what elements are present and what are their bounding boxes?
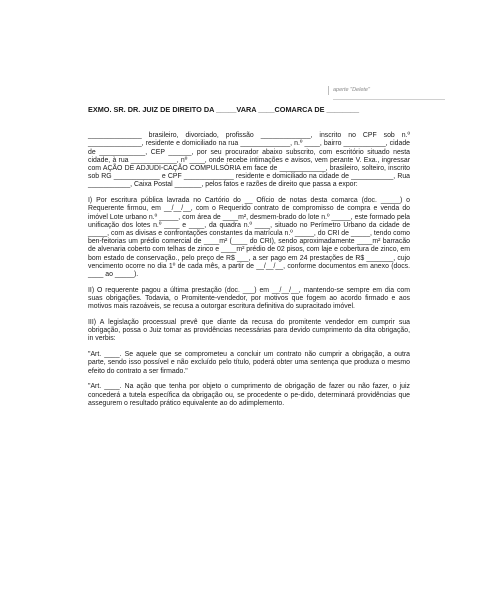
paragraph-facts-1: I) Por escritura pública lavrada no Cartório do __ Ofício de notas desta comarca (doc. _____) o Requerente firmou, em __/__/__, com o Requerido contrato de compromisso de compra e venda do imóvel Lote urbano n.º _____, com área de ____m², desmem-brado do lote n.º _____, este formado pela unificação dos lotes n.º ____ e ____, da quadra n.º ____, situado no Perímetro Urbano da cidade de _____, com as divisas e confrontações constantes da matrícula n.º _____, do CRI de _____, tendo como ben-feitorias um prédio comercial de ____m² (____ do CRI), sendo aproximadamente ____m² barracão de alvenaria coberto com telhas de zinco e ____m² prédio de 02 pisos, com laje e cobertura de zinco, em bom estado de conservação., pelo preço de R$ ___, a ser pago em 24 prestações de R$ _______, cujo vencimento ocorre no dia 1º de cada mês, a partir de __/__/__, conforme documentos em anexo (docs. ____ ao _____). [88,197,410,279]
paragraph-law: III) A legislação processual prevê que diante da recusa do promitente vendedor em cumprir sua obrigação, possa o Juiz tomar as providências necessárias para devido cumprimento da dita obrigação, in verbis: [88,319,410,343]
paragraph-quote-2: "Art. ____. Na ação que tenha por objeto o cumprimento de obrigação de fazer ou não fazer, o juiz concederá a tutela específica da obrigação ou, se procedente o pe-dido, determinará providências que assegurem o resultado prático equivalente ao do adimplemento. [88,383,410,407]
paragraph-qualification: ______________ brasileiro, divorciado, profissão _____________, inscrito no CPF sob n.º ______________, residente e domiciliado na rua _____________, n.º ____, bairro ___________, cidade de ____________, CEP ______, por seu procurador abaixo subscrito, com escritório situado nesta cidade, à rua ____________, nº ____, onde recebe intimações e avisos, vem perante V. Exa., ingressar com AÇÃO DE ADJUDI-CAÇÃO COMPULSÓRIA em face de ____________, brasileiro, solteiro, inscrito sob RG ____________ e CPF _____________ residente e domiciliado na cidade de ___________, Rua ___________, Caixa Postal _______, pelos fatos e razões de direito que passa a expor: [88,132,410,189]
paragraph-facts-2: II) O requerente pagou a última prestação (doc. ___) em __/__/__, mantendo-se sempre em dia com suas obrigações. Todavia, o Promitente-vendedor, por motivos que fogem ao acordo firmado e aos motivos mais razoáveis, se recusa a outorgar escritura definitiva do supracitado imóvel. [88,286,410,311]
hint-divider [333,99,445,100]
document-title: EXMO. SR. DR. JUIZ DE DIREITO DA _____VARA ____COMARCA DE ________ [88,105,360,114]
delete-hint: aperte "Delete" [328,86,433,95]
paragraph-quote-1: "Art. ____. Se aquele que se comprometeu a concluir um contrato não cumprir a obrigação, a outra parte, sendo isso possível e não excluído pelo título, poderá obter uma sentença que produza o mesmo efeito do contrato a ser firmado." [88,351,410,375]
petition-document [88,106,410,416]
